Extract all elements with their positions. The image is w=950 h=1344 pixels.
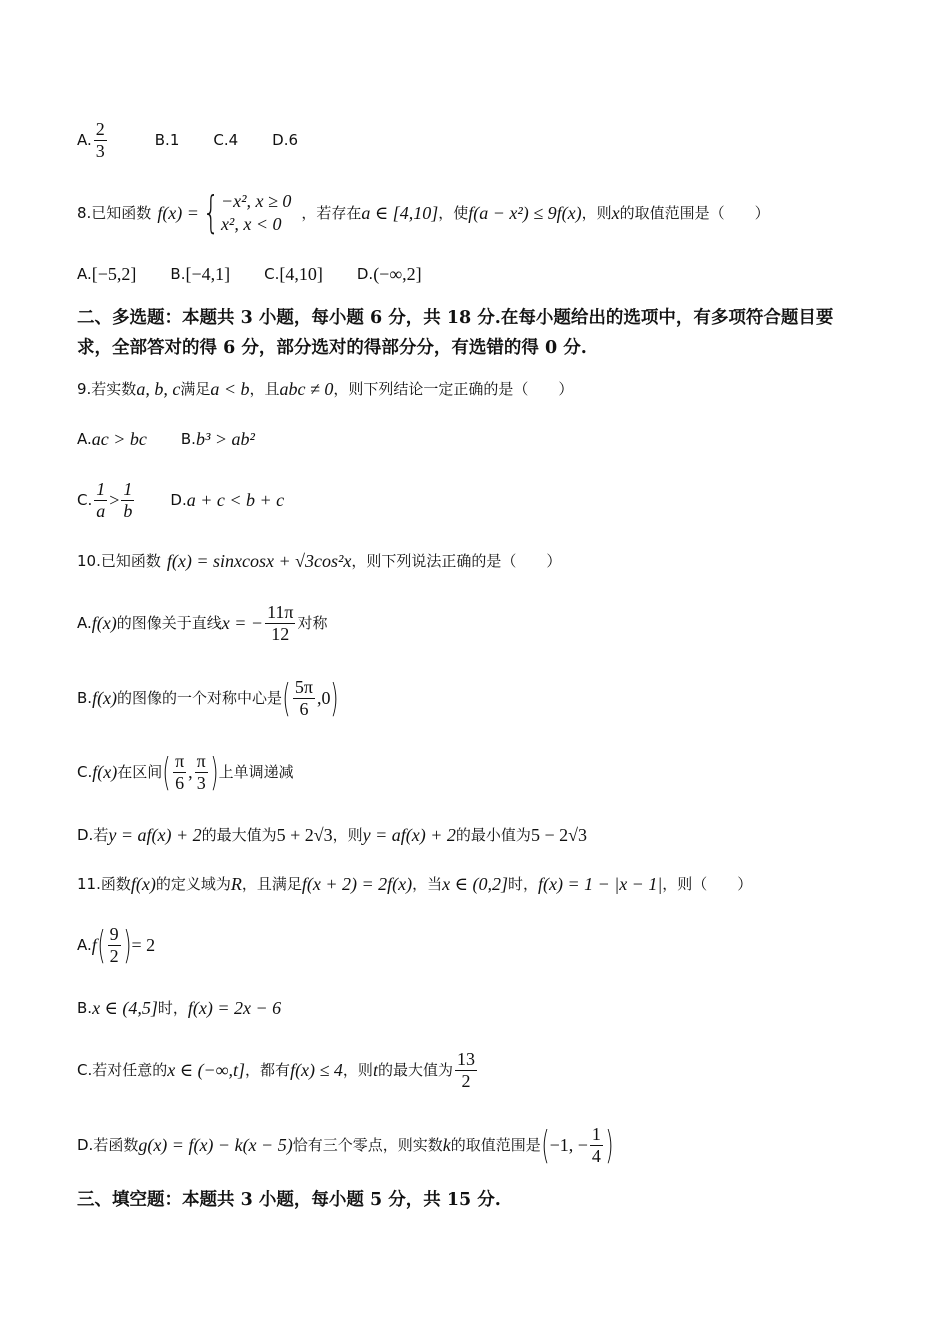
section-3-heading: 三、填空题：本题共 3 小题，每小题 5 分，共 15 分. xyxy=(77,1190,501,1210)
q11-option-c: C.若对任意的 x ∈ (−∞,t] ，都有 f(x) ≤ 4 ，则 t 的最大值为 $\frac{13}{2}$ xyxy=(77,1049,475,1091)
q10-option-c: C. f(x) 在区间 ( $\frac{\pi}{6}$ , $\frac{\pi}{3}$ ) 上单调递减 xyxy=(77,750,294,795)
q8-option-b: B. [−4,1] xyxy=(170,264,231,284)
q10-stem: 10.已知函数 f(x) = sinxcosx + √3cos²x ，则下列说法正确的是（ ） xyxy=(77,551,562,571)
q11-option-a: A. f ( $\frac{9}{2}$ ) = 2 xyxy=(77,923,156,968)
fraction: $\frac{9}{2}$ xyxy=(109,924,119,966)
fraction: $\frac{\pi}{3}$ xyxy=(196,751,206,793)
q7-option-c: C.4 xyxy=(213,130,239,149)
fraction: $\frac{2}{3}$ xyxy=(95,119,105,161)
section-2-heading-cont: 求，全部答对的得 6 分，部分选对的得部分分，有选错的得 0 分. xyxy=(77,338,587,358)
q9-option-d: D. a + c < b + c xyxy=(170,490,285,511)
piecewise-cases: −x², x ≥ 0 x², x < 0 xyxy=(220,191,292,235)
q10-option-d: D.若 y = af(x) + 2 的最大值为 5 + 2√3 ，则 y = af(x) + 2 的最小值为 5 − 2√3 xyxy=(77,825,587,845)
q9-option-c: C. $\frac{1}{a}$ > $\frac{1}{b}$ xyxy=(77,479,133,521)
q7-option-d: D.6 xyxy=(272,130,299,149)
q9-stem: 9.若实数 a, b, c 满足 a < b ，且 abc ≠ 0 ，则下列结论一定正确的是（ ） xyxy=(77,379,574,399)
fraction: $\frac{5\pi}{6}$ xyxy=(294,677,313,719)
fraction: $\frac{11\pi}{12}$ xyxy=(267,602,294,644)
q10-option-b: B. f(x) 的图像的一个对称中心是 ( $\frac{5\pi}{6}$ ,0 ) xyxy=(77,676,339,721)
left-brace: { xyxy=(202,187,220,239)
q7-option-b: B.1 xyxy=(154,130,180,149)
q9-options-ab xyxy=(77,430,289,448)
fraction: $\frac{1}{b}$ xyxy=(123,479,133,521)
q10-option-a: A. f(x) 的图像关于直线 x = − $\frac{11\pi}{12}$ 对称 xyxy=(77,602,328,644)
q9-options-cd xyxy=(77,480,318,521)
fraction: $\frac{13}{2}$ xyxy=(456,1049,475,1091)
q11-stem: 11.函数 f(x) 的定义域为 R ，且满足 f(x + 2) = 2f(x) ，当 x ∈ (0,2] 时， f(x) = 1 − |x − 1| ，则（ ） xyxy=(77,874,753,894)
q11-option-d: D.若函数 g(x) = f(x) − k(x − 5) 恰有三个零点，则实数 k 的取值范围是 ( −1, − $\frac{1}{4}$ ) xyxy=(77,1123,614,1168)
fraction: $\frac{\pi}{6}$ xyxy=(175,751,185,793)
fraction: $\frac{1}{4}$ xyxy=(591,1124,601,1166)
q11-option-b: B. x ∈ (4,5] 时， f(x) = 2x − 6 xyxy=(77,998,282,1018)
q8-stem: 8.已知函数 f(x) = { −x², x ≥ 0 x², x < 0 ，若存在 a ∈ [4,10] ，使 f(a − x²) ≤ 9f(x) ，则 x 的取值范围是（ ） xyxy=(77,187,770,239)
q8-option-c: C. [4,10] xyxy=(264,264,323,284)
q8-option-a: A. [−5,2] xyxy=(77,264,137,284)
q8-options xyxy=(77,265,456,283)
q8-option-d: D. (−∞,2] xyxy=(356,264,422,284)
fraction: $\frac{1}{a}$ xyxy=(96,479,106,521)
section-2-heading: 二、多选题：本题共 3 小题，每小题 6 分，共 18 分.在每小题给出的选项中，有多项符合题目要 xyxy=(77,308,834,328)
q9-option-a: A. ac > bc xyxy=(77,429,147,449)
q7-option-a: A. $\frac{2}{3}$ xyxy=(77,119,105,161)
q7-options xyxy=(77,120,332,161)
q9-option-b: B. b³ > ab² xyxy=(180,429,255,449)
